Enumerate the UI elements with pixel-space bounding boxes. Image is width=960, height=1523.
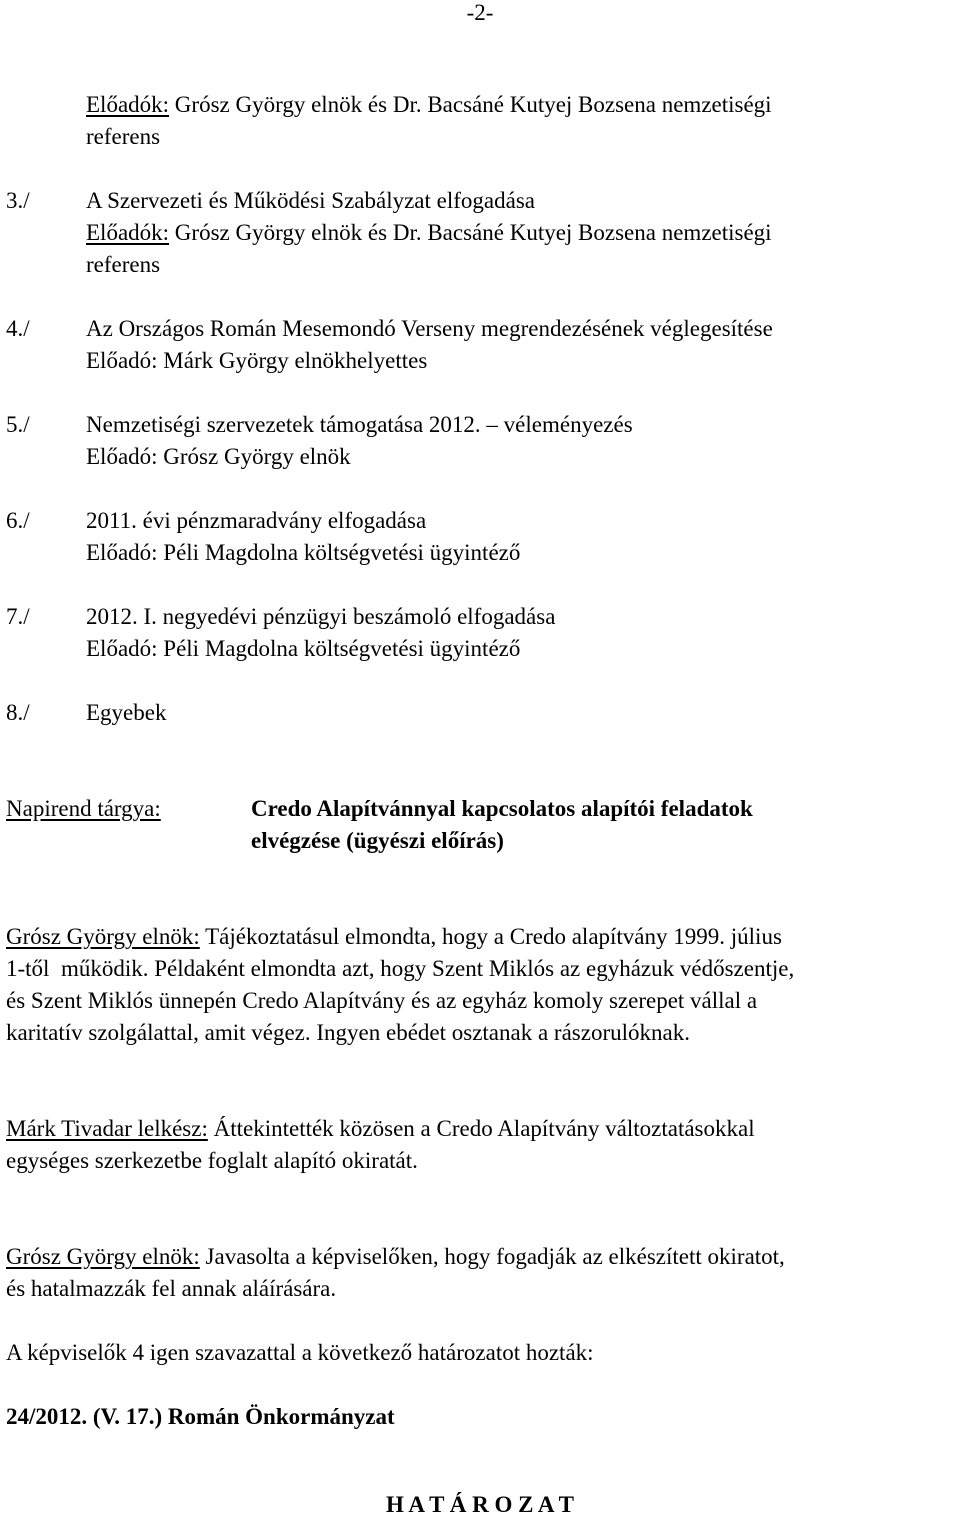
agenda-title: 2012. I. negyedévi pénzügyi beszámoló elfogadása (86, 604, 556, 629)
agenda-number: 6./ (6, 508, 30, 533)
agenda-title: Nemzetiségi szervezetek támogatása 2012. – véleményezés (86, 412, 633, 437)
napirend-subject: Credo Alapítvánnyal kapcsolatos alapítói feladatok (251, 796, 753, 821)
paragraph-line: Grósz György elnök: Tájékoztatásul elmondta, hogy a Credo alapítvány 1999. július (6, 924, 782, 949)
agenda-presenter: Előadó: Péli Magdolna költségvetési ügyintéző (86, 636, 521, 661)
paragraph-line: egységes szerkezetbe foglalt alapító okiratát. (6, 1148, 418, 1173)
agenda-number: 4./ (6, 316, 30, 341)
presenter-label: Előadók: (86, 220, 170, 245)
resolution-heading: H A T Á R O Z A T (386, 1492, 574, 1517)
vote-text: A képviselők 4 igen szavazattal a következő határozatot hozták: (6, 1340, 594, 1365)
paragraph-line: 1-től működik. Példaként elmondta azt, hogy Szent Miklós az egyházuk védőszentje, (6, 956, 795, 981)
napirend-label: Napirend tárgya: (6, 796, 161, 821)
agenda-presenter: Előadó: Márk György elnökhelyettes (86, 348, 428, 373)
agenda-presenter-cont: referens (86, 252, 161, 277)
paragraph-line: és Szent Miklós ünnepén Credo Alapítvány és az egyház komoly szerepet vállal a (6, 988, 758, 1013)
item2-presenter-cont: referens (86, 124, 161, 149)
presenter-label: Előadók: (86, 92, 170, 117)
napirend-subject-cont: elvégzése (ügyészi előírás) (251, 828, 504, 853)
agenda-title: Az Országos Román Mesemondó Verseny megrendezésének véglegesítése (86, 316, 773, 341)
speaker-label: Márk Tivadar lelkész: (6, 1116, 208, 1141)
paragraph-line: és hatalmazzák fel annak aláírására. (6, 1276, 337, 1301)
resolution-ref: 24/2012. (V. 17.) Román Önkormányzat (6, 1404, 395, 1429)
agenda-presenter: Előadók: Grósz György elnök és Dr. Bacsáné Kutyej Bozsena nemzetiségi (86, 220, 772, 245)
agenda-number: 3./ (6, 188, 30, 213)
agenda-title: Egyebek (86, 700, 167, 725)
agenda-number: 7./ (6, 604, 30, 629)
agenda-presenter: Előadó: Grósz György elnök (86, 444, 351, 469)
speaker-label: Grósz György elnök: (6, 1244, 200, 1269)
agenda-number: 5./ (6, 412, 30, 437)
speaker-label: Grósz György elnök: (6, 924, 200, 949)
agenda-title: A Szervezeti és Működési Szabályzat elfogadása (86, 188, 535, 213)
paragraph-line: Márk Tivadar lelkész: Áttekintették közösen a Credo Alapítvány változtatásokkal (6, 1116, 755, 1141)
agenda-number: 8./ (6, 700, 30, 725)
item2-presenter: Előadók: Grósz György elnök és Dr. Bacsáné Kutyej Bozsena nemzetiségi (86, 92, 772, 117)
paragraph-line: karitatív szolgálattal, amit végez. Ingyen ebédet osztanak a rászorulóknak. (6, 1020, 690, 1045)
agenda-title: 2011. évi pénzmaradvány elfogadása (86, 508, 427, 533)
paragraph-line: Grósz György elnök: Javasolta a képviselőken, hogy fogadják az elkészített okiratot, (6, 1244, 785, 1269)
agenda-presenter: Előadó: Péli Magdolna költségvetési ügyintéző (86, 540, 521, 565)
page-number: -2- (466, 0, 494, 25)
